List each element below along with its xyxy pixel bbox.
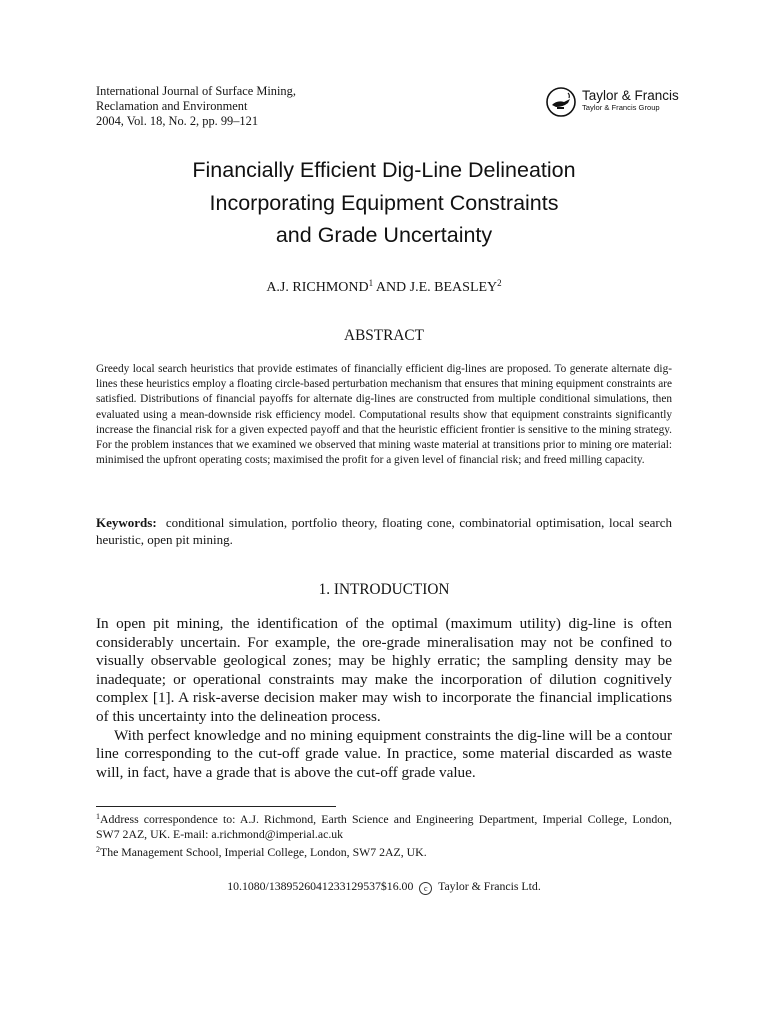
footnote-divider	[96, 806, 336, 807]
publisher-wordmark	[582, 88, 679, 113]
footnote-2-mark: 2	[96, 845, 100, 854]
intro-paragraph-2: With perfect knowledge and no mining equipment constraints the dig-line will be a contour line corresponding to the cut-off grade value. In practice, some material discarded as waste will, in fact, have a grade that is above the cut-off grade value.	[96, 726, 672, 781]
lamp-icon	[545, 86, 577, 118]
intro-paragraph-1: In open pit mining, the identification of the optimal (maximum utility) dig-line is often considerably uncertain. For example, the ore-grade mineralisation may not be confined to visually observable geological zones; may be highly erratic; the sampling density may be inadequate; or operational constraints may make the incorporation of dilution cognitively complex [1]. A risk-averse decision maker may wish to incorporate the financial implications of this uncertainty into the delineation process.	[96, 615, 672, 725]
abstract-text: Greedy local search heuristics that provide estimates of financially efficient dig-lines are proposed. To generate alternate dig-lines these heuristics employ a floating circle-based perturbation mechanism that ensures that mining equipment constraints are satisfied. Distributions of financial payoffs for alternate dig-lines are constructed from multiple conditional simulations, then evaluated using a mean-downside risk efficiency model. Computational results show that equipment constraints significantly increase the financial risk for a given expected payoff and that the heuristic efficient frontier is sensitive to the mining strategy. For the problem instances that we examined we observed that mining waste material at transitions prior to mining ore material: minimised the upfront operating costs; maximised the profit for a given level of financial risk; and freed milling capacity.	[96, 363, 672, 467]
author-2: J.E. BEASLEY	[409, 280, 498, 295]
title-line1: Financially Efficient Dig-Line Delineation	[192, 158, 576, 182]
author-list	[84, 274, 684, 297]
footnote-1-mark: 1	[96, 812, 100, 821]
footnote-2	[96, 842, 672, 860]
paper-title	[84, 154, 684, 252]
footnote-2-text: The Management School, Imperial College, London, SW7 2AZ, UK.	[100, 845, 427, 859]
author-2-affiliation-mark: 2	[497, 278, 502, 288]
copyright-icon: c	[419, 882, 432, 895]
author-1: A.J. RICHMOND	[266, 280, 369, 295]
keywords-label: Keywords:	[96, 515, 157, 530]
copyright-holder: Taylor & Francis Ltd.	[438, 879, 541, 893]
footnote-1	[96, 809, 672, 842]
abstract-heading: ABSTRACT	[344, 327, 424, 344]
section-heading-introduction: 1. INTRODUCTION	[318, 581, 450, 598]
publisher-group: Taylor & Francis Group	[582, 103, 660, 112]
publisher-logo	[545, 86, 685, 118]
keywords	[96, 514, 672, 548]
journal-citation	[96, 84, 396, 129]
doi-line	[84, 879, 684, 895]
journal-name-line1: International Journal of Surface Mining,	[96, 84, 296, 98]
keywords-text: conditional simulation, portfolio theory, floating cone, combinatorial optimisation, local search heuristic, open pit mining.	[96, 515, 673, 547]
author-1-affiliation-mark: 1	[368, 278, 374, 288]
journal-name-line2: Reclamation and Environment	[96, 99, 248, 113]
author-conjunction: AND	[373, 280, 410, 295]
doi-text: 10.1080/1389526041233129537$16.00	[227, 879, 414, 893]
footnote-1-text: Address correspondence to: A.J. Richmond, Earth Science and Engineering Department, Imperial College, London, SW7 2AZ, UK. E-mail: a.richmond@imperial.ac.uk	[96, 812, 672, 841]
title-line2: Incorporating Equipment Constraints	[209, 190, 559, 215]
footnotes	[96, 809, 672, 860]
title-line3: and Grade Uncertainty	[275, 223, 493, 247]
publisher-brand: Taylor & Francis	[582, 88, 679, 103]
journal-volume: 2004, Vol. 18, No. 2, pp. 99–121	[96, 114, 259, 128]
introduction-body	[96, 615, 672, 782]
